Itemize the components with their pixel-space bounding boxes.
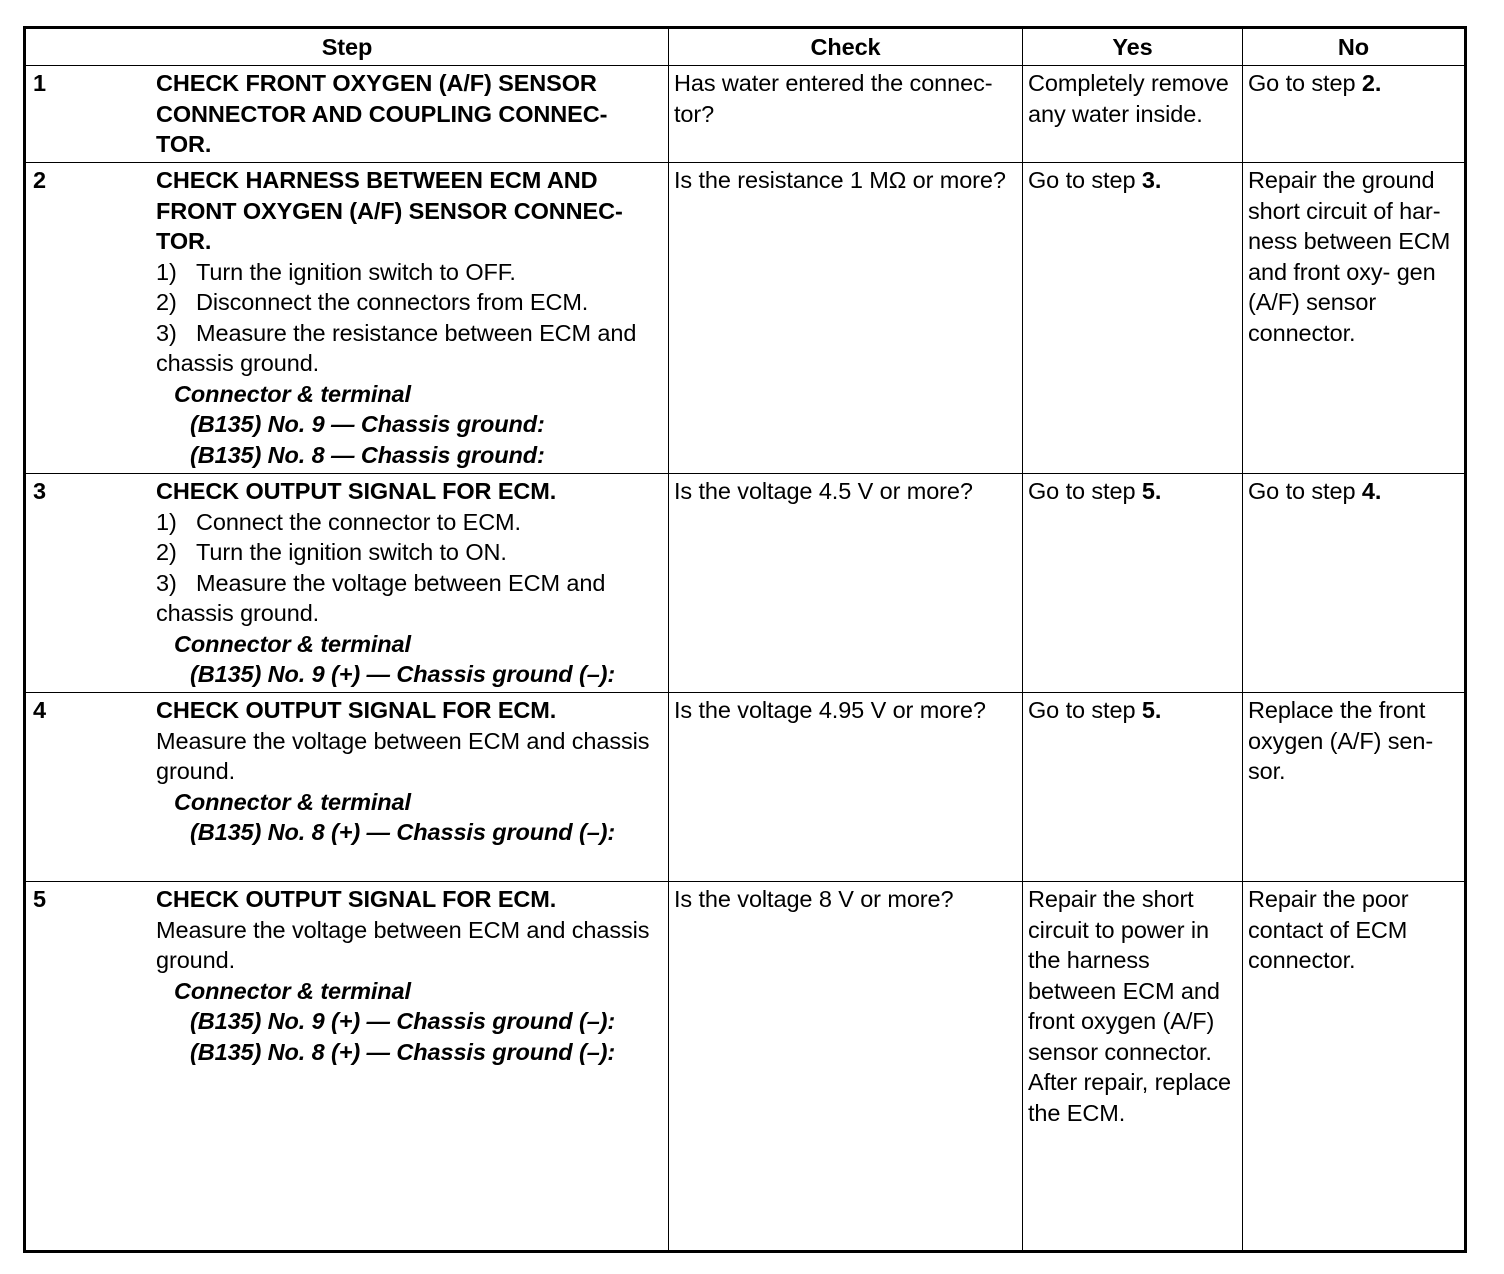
yes-text: Go to step <box>1028 167 1142 193</box>
check-cell: Is the resistance 1 MΩ or more? <box>669 163 1023 474</box>
table-row <box>25 693 1466 882</box>
substep-number: 3) <box>156 319 177 346</box>
step-cell <box>25 693 669 882</box>
yes-text: Go to step <box>1028 697 1142 723</box>
connector-terminal-heading: Connector & terminal <box>174 977 411 1004</box>
header-row <box>25 28 1466 66</box>
substep-number: 2) <box>156 539 177 565</box>
table-row <box>25 163 1466 474</box>
no-cell: Repair the poor contact of ECM connector. <box>1243 882 1466 1252</box>
substep-text: Turn the ignition switch to OFF. <box>196 258 516 285</box>
yes-step-ref: 5. <box>1141 478 1162 504</box>
yes-cell: Completely remove any water inside. <box>1023 66 1243 163</box>
step-title: CHECK OUTPUT SIGNAL FOR ECM. <box>156 886 557 912</box>
check-cell: Is the voltage 4.95 V or more? <box>669 693 1023 882</box>
substep <box>156 568 662 629</box>
substep-text: Turn the ignition switch to ON. <box>196 539 507 565</box>
step-number: 3 <box>33 478 46 504</box>
substep-text: Connect the connector to ECM. <box>196 508 521 535</box>
yes-cell <box>1023 474 1243 693</box>
diagnostic-table <box>23 26 1467 1253</box>
substep-text: Measure the voltage between ECM and chassis ground. <box>156 569 606 626</box>
check-cell: Has water entered the connec- tor? <box>669 66 1023 163</box>
substep-number: 3) <box>156 569 177 596</box>
measure-instruction: Measure the voltage between ECM and chassis ground. <box>156 727 650 784</box>
step-cell <box>25 882 669 1252</box>
step-cell <box>25 163 669 474</box>
no-step-ref: 2. <box>1361 70 1382 96</box>
header-yes: Yes <box>1023 28 1243 66</box>
connector-terminal-line: (B135) No. 8 — Chassis ground: <box>190 441 545 468</box>
check-cell: Is the voltage 8 V or more? <box>669 882 1023 1252</box>
connector-terminal-heading: Connector & terminal <box>174 788 411 815</box>
substep-number: 1) <box>156 258 177 285</box>
substep-text: Disconnect the connectors from ECM. <box>196 289 589 315</box>
yes-text: Go to step <box>1028 478 1142 504</box>
step-title: CHECK OUTPUT SIGNAL FOR ECM. <box>156 478 557 504</box>
step-title: CHECK OUTPUT SIGNAL FOR ECM. <box>156 697 557 723</box>
substep-number: 1) <box>156 508 177 535</box>
substep <box>156 257 662 288</box>
connector-terminal-line: (B135) No. 9 (+) — Chassis ground (–): <box>190 661 616 687</box>
header-step: Step <box>25 28 669 66</box>
connector-terminal-heading: Connector & terminal <box>174 380 411 407</box>
yes-cell <box>1023 693 1243 882</box>
yes-step-ref: 5. <box>1141 697 1162 723</box>
connector-terminal-line: (B135) No. 8 (+) — Chassis ground (–): <box>190 1038 616 1065</box>
step-cell <box>25 474 669 693</box>
header-check: Check <box>669 28 1023 66</box>
yes-cell <box>1023 163 1243 474</box>
step-number: 1 <box>33 70 46 96</box>
no-cell <box>1243 66 1466 163</box>
substep <box>156 537 662 568</box>
substep <box>156 507 662 538</box>
yes-cell: Repair the short circuit to power in the harness between ECM and front oxygen (A/F) sensor connector. After repair, replace the ECM. <box>1023 882 1243 1252</box>
table-row <box>25 882 1466 1252</box>
header-no: No <box>1243 28 1466 66</box>
step-number: 2 <box>33 167 46 193</box>
no-text: Go to step <box>1248 70 1362 96</box>
yes-step-ref: 3. <box>1141 167 1162 193</box>
step-title: CHECK HARNESS BETWEEN ECM AND FRONT OXYGEN (A/F) SENSOR CONNEC- TOR. <box>156 167 623 254</box>
no-cell <box>1243 474 1466 693</box>
no-cell: Repair the ground short circuit of har- ness between ECM and front oxy- gen (A/F) sensor connector. <box>1243 163 1466 474</box>
no-step-ref: 4. <box>1361 478 1382 504</box>
step-cell <box>25 66 669 163</box>
connector-terminal-line: (B135) No. 9 (+) — Chassis ground (–): <box>190 1008 616 1034</box>
connector-terminal-line: (B135) No. 8 (+) — Chassis ground (–): <box>190 819 616 845</box>
measure-instruction: Measure the voltage between ECM and chassis ground. <box>156 916 650 973</box>
substep <box>156 287 662 318</box>
connector-terminal-heading: Connector & terminal <box>174 630 411 657</box>
connector-terminal-line: (B135) No. 9 — Chassis ground: <box>190 411 545 437</box>
substep <box>156 318 662 379</box>
step-number: 4 <box>33 697 46 723</box>
table-row <box>25 66 1466 163</box>
check-cell: Is the voltage 4.5 V or more? <box>669 474 1023 693</box>
table-row <box>25 474 1466 693</box>
no-text: Go to step <box>1248 478 1362 504</box>
no-cell: Replace the front oxygen (A/F) sen- sor. <box>1243 693 1466 882</box>
substep-number: 2) <box>156 289 177 315</box>
step-title: CHECK FRONT OXYGEN (A/F) SENSOR CONNECTOR AND COUPLING CONNEC- TOR. <box>156 70 608 157</box>
step-number: 5 <box>33 886 46 912</box>
substep-text: Measure the resistance between ECM and chassis ground. <box>156 319 637 376</box>
